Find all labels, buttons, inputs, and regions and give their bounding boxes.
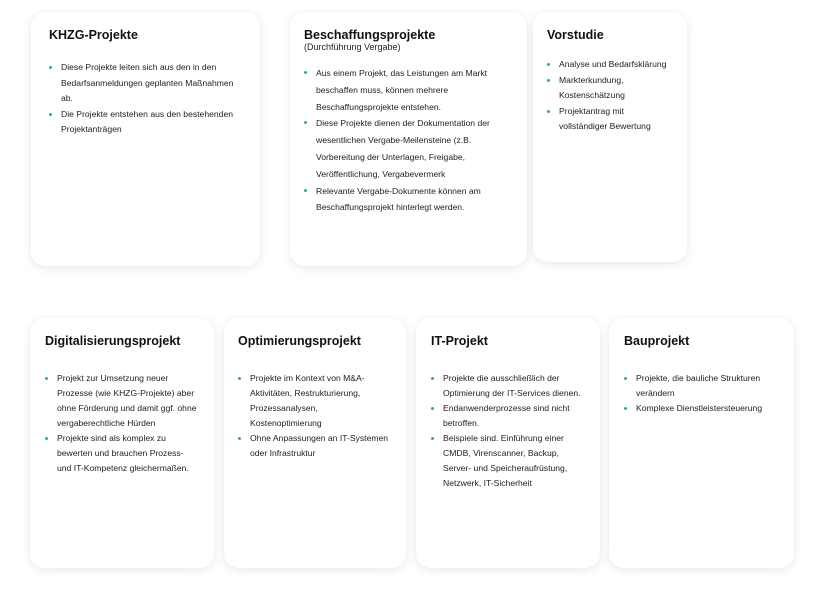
list-item-text: Projekt zur Umsetzung neuer Prozesse (wie KHZG-Projekte) aber ohne Förderung und damit ggf. ohne vergaberechtliche Hürden [57,373,197,428]
list-item-text: Die Projekte entstehen aus den bestehenden Projektanträgen [61,108,234,134]
list-item-text: Endanwenderprozesse sind nicht betroffen. [443,403,570,428]
list-item-text: Analyse und Bedarfsklärung [559,59,667,69]
card-title: Bauprojekt [624,334,690,348]
list-item [547,57,671,73]
list-item [431,431,584,491]
list-item [45,431,198,476]
bullet-icon [238,437,241,440]
list-item [547,73,671,104]
list-item-text: Ohne Anpassungen an IT-Systemen oder Infrastruktur [250,433,389,458]
card-title: Digitalisierungsprojekt [45,334,181,348]
card-khzg-projekte [31,12,260,266]
bullet-icon [547,79,550,82]
list-item-text: Relevante Vergabe-Dokumente können am Beschaffungsprojekt hinterlegt werden. [316,185,481,213]
card-vorstudie [533,12,687,262]
card-title: KHZG-Projekte [49,28,138,42]
bullet-icon [304,71,307,74]
list-item [304,65,511,115]
list-item-text: Projektantrag mit vollständiger Bewertung [559,105,651,131]
bullet-icon [49,113,52,116]
list-item [45,371,198,431]
bullet-list [238,371,390,461]
card-optimierungsprojekt [224,318,406,568]
card-subtitle: (Durchführung Vergabe) [304,42,401,52]
list-item [547,104,671,135]
bullet-icon [304,121,307,124]
bullet-icon [304,189,307,192]
bullet-icon [45,377,48,380]
bullet-icon [547,63,550,66]
list-item [238,371,390,431]
card-beschaffungsprojekte [290,12,527,266]
card-digitalisierungsprojekt [30,318,214,568]
list-item [49,107,244,138]
list-item-text: Diese Projekte leiten sich aus den in den Bedarfsanmeldungen geplanten Maßnahmen ab. [61,62,234,103]
bullet-icon [45,437,48,440]
bullet-list [624,371,778,416]
list-item-text: Diese Projekte dienen der Dokumentation der wesentlichen Vergabe-Meilensteine (z.B. Vorbereitung der Unterlagen, Freigabe, Veröffentlichung, Vergabevermerk [316,118,490,179]
bullet-icon [624,407,627,410]
list-item [238,431,390,461]
bullet-icon [431,377,434,380]
bullet-list [49,60,244,138]
list-item-text: Projekte sind als komplex zu bewerten und brauchen Prozess- und IT-Kompetenz gleichermaßen. [57,433,189,473]
card-it-projekt [416,318,600,568]
card-title: Vorstudie [547,28,604,42]
bullet-icon [624,377,627,380]
bullet-icon [547,110,550,113]
bullet-icon [431,407,434,410]
card-bauprojekt [609,318,794,568]
list-item [304,115,511,182]
bullet-icon [431,437,434,440]
list-item-text: Markterkundung, Kostenschätzung [559,74,625,100]
bullet-list [45,371,198,476]
list-item-text: Projekte die ausschließlich der Optimierung der IT-Services dienen. [443,373,581,398]
list-item-text: Aus einem Projekt, das Leistungen am Markt beschaffen muss, können mehrere Beschaffungsprojekte entstehen. [316,68,488,112]
card-title: Optimierungsprojekt [238,334,361,348]
card-title: Beschaffungsprojekte [304,28,436,42]
list-item [49,60,244,107]
list-item-text: Komplexe Dienstleistersteuerung [636,403,763,413]
list-item [431,401,584,431]
list-item [624,401,778,416]
list-item-text: Beispiele sind. Einführung einer CMDB, Virenscanner, Backup, Server- und Speicheraufrüstung, Netzwerk, IT-Sicherheit [443,433,568,488]
bullet-list [304,65,511,216]
bullet-icon [238,377,241,380]
list-item [624,371,778,401]
list-item [304,183,511,217]
list-item [431,371,584,401]
list-item-text: Projekte, die bauliche Strukturen verändern [636,373,761,398]
card-title: IT-Projekt [431,334,488,348]
list-item-text: Projekte im Kontext von M&A-Aktivitäten, Restrukturierung, Prozessanalysen, Kostenoptimierung [250,373,365,428]
bullet-list [431,371,584,491]
bullet-list [547,57,671,135]
bullet-icon [49,66,52,69]
